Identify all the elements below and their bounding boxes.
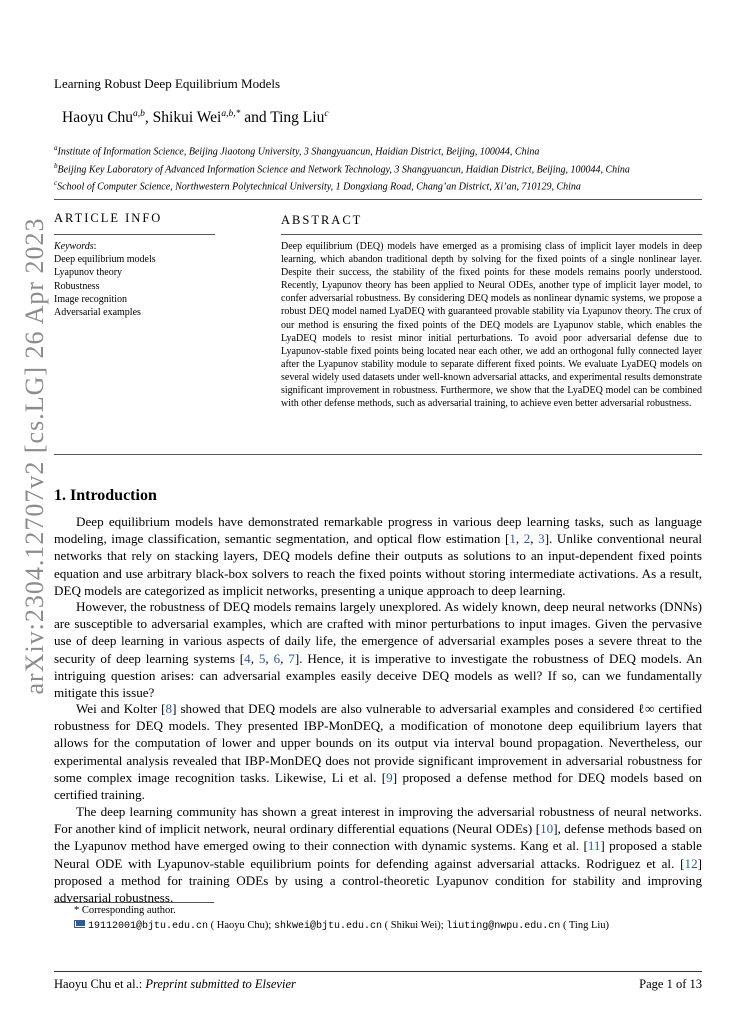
- top-rule: [54, 199, 702, 200]
- citation-link[interactable]: 4: [244, 650, 251, 666]
- author-list: Haoyu Chu$^{a,b}$, Shikui Wei$^{a,b,*}$ and Ting Liu$^c$: [62, 109, 329, 127]
- citation-link[interactable]: 2: [523, 531, 531, 547]
- footnote-corresponding: * Corresponding author.: [74, 905, 176, 916]
- running-title: Learning Robust Deep Equilibrium Models: [54, 76, 281, 91]
- email-link[interactable]: 19112001@bjtu.edu.cn: [88, 921, 209, 932]
- abstract-rule: [281, 234, 702, 235]
- affiliation-a: $^a$Institute of Information Science, Beijing Jiaotong University, 3 Shangyuancun, Haidian District, Beijing, 100044, China: [54, 144, 540, 158]
- keyword-item: Deep equilibrium models: [54, 254, 156, 266]
- citation-link[interactable]: 9: [386, 769, 393, 785]
- envelope-icon: [74, 920, 85, 928]
- abstract-bottom-rule: [54, 454, 702, 455]
- intro-paragraph-2: However, the robustness of DEQ models remains largely unexplored. As widely known, deep neural networks (DNNs) are susceptible to adversarial examples, which are crafted with minor perturbations to input images. Given the pervasive use of deep learning in various aspects of daily life, the emergence of adversarial examples poses a severe threat to the security of deep learning systems [4, 5, 6, 7]. Hence, it is imperative to investigate the robustness of DEQ models. An intriguing question arises: can adversarial examples easily deceive DEQ models as well? If so, can we fundamentally mitigate this issue?: [54, 599, 703, 701]
- citation-link[interactable]: 6: [273, 650, 281, 666]
- affiliation-c: $^c$School of Computer Science, Northwestern Polytechnical University, 1 Dongxiang Road, Chang’an District, Xi’an, 710129, China: [54, 179, 581, 193]
- author-affil-sup: c: [324, 109, 329, 119]
- email-owner: ( Ting Liu): [560, 920, 610, 931]
- citation-link[interactable]: 8: [165, 701, 173, 716]
- keywords-label: Keywords:: [54, 241, 97, 252]
- author-affil-sup: a,b,*: [221, 109, 241, 119]
- intro-paragraph-1: Deep equilibrium models have demonstrated remarkable progress in various deep learning tasks, such as language modeling, image classification, semantic segmentation, and optical flow estimation [1, 2, 3]. Unlike conventional neural networks that rely on stacking layers, DEQ models define their outputs as solutions to an input-dependent fixed points equation and use arbitrary black-box solvers to reach the fixed points without storing intermediate activations. As a result, DEQ models are categorized as implicit networks, presenting a unique approach to deep learning.: [54, 514, 703, 598]
- footer-rule: [54, 971, 702, 972]
- intro-paragraph-3: Wei and Kolter [8] showed that DEQ models are also vulnerable to adversarial examples and considered ℓ∞ certified robustness for DEQ models. They presented IBP-MonDEQ, a modification of monotone deep equilibrium layers that allows for the computation of lower and upper bounds on its output via interval bound propagation. Nevertheless, our experimental analysis revealed that IBP-MonDEQ does not provide significant improvement in adversarial robustness for some complex image recognition tasks. Likewise, Li et al. [9] proposed a defense method for DEQ models based on certified training.: [54, 701, 702, 803]
- citation-link[interactable]: 11: [587, 838, 601, 854]
- footnote-rule: [54, 902, 214, 903]
- citation-link[interactable]: 3: [538, 531, 545, 547]
- section-heading: 1. Introduction: [54, 487, 157, 504]
- citation-link[interactable]: 5: [258, 650, 266, 666]
- keyword-item: Robustness: [54, 280, 100, 292]
- arxiv-side-stamp: arXiv:2304.12707v2 [cs.LG] 26 Apr 2023: [20, 217, 49, 695]
- author-name: Shikui Wei: [152, 109, 222, 127]
- email-link[interactable]: shkwei@bjtu.edu.cn: [273, 921, 382, 932]
- author-affil-sup: a,b: [133, 109, 145, 119]
- citation-link[interactable]: 1: [509, 531, 516, 547]
- footer-left: Haoyu Chu et al.: Preprint submitted to Elsevier: [54, 977, 296, 991]
- email-owner: ( Shikui Wei);: [381, 920, 447, 931]
- keywords-block: [54, 240, 224, 319]
- author-name: Haoyu Chu: [62, 109, 134, 127]
- citation-link[interactable]: 7: [288, 650, 295, 666]
- email-owner: ( Haoyu Chu);: [208, 920, 274, 931]
- footer-page-number: Page 1 of 13: [639, 977, 702, 991]
- abstract-body: Deep equilibrium (DEQ) models have emerged as a promising class of implicit layer models in deep learning, which abandon traditional depth by solving for the fixed points of a single nonlinear layer. Despite their success, the stability of the fixed points for these models remains poorly understood. Recently, Lyapunov theory has been applied to Neural ODEs, another type of implicit layer model, to confer adversarial robustness. By considering DEQ models as nonlinear dynamic systems, we propose a robust DEQ model named LyaDEQ with guaranteed provable stability via Lyapunov theory. The crux of our method is ensuring the fixed points of the DEQ models are Lyapunov stable, which enables the LyaDEQ models to resist minor initial perturbations. To avoid poor adversarial defense due to Lyapunov-stable fixed points being located near each other, we add an orthogonal fully connected layer after the Lyapunov stability module to separate different fixed points. We evaluate LyaDEQ models on several widely used datasets under well-known adversarial attacks, and experimental results demonstrate significant improvement in robustness. Furthermore, we show that the LyaDEQ model can be combined with other defense methods, such as adversarial training, to achieve even better adversarial robustness.: [281, 241, 702, 410]
- footnote-emails: [74, 920, 609, 932]
- keyword-item: Adversarial examples: [54, 307, 141, 319]
- article-info-heading: ARTICLE INFO: [54, 211, 163, 225]
- citation-link[interactable]: 12: [684, 855, 698, 871]
- intro-paragraph-4: The deep learning community has shown a great interest in improving the adversarial robustness of neural networks. For another kind of implicit network, neural ordinary differential equations (Neural ODEs) [10], defense methods based on the Lyapunov method have emerged owing to their connection with dynamic systems. Kang et al. [11] proposed a stable Neural ODE with Lyapunov-stable equilibrium points for defending against adversarial attacks. Rodriguez et al. [12] proposed a method for training ODEs by using a control-theoretic Lyapunov condition for stability and improving adversarial robustness.: [54, 804, 702, 906]
- email-link[interactable]: liuting@nwpu.edu.cn: [446, 921, 561, 932]
- citation-link[interactable]: 10: [540, 821, 554, 837]
- abstract-heading: ABSTRACT: [281, 213, 363, 227]
- affiliation-b: $^b$Beijing Key Laboratory of Advanced Information Science and Network Technology, 3 Shangyuancun, Haidian District, Beijing, 100044, China: [54, 162, 630, 176]
- keyword-item: Image recognition: [54, 293, 128, 305]
- article-info-rule: [54, 234, 215, 235]
- keyword-item: Lyapunov theory: [54, 267, 123, 279]
- author-name: Ting Liu: [270, 109, 325, 127]
